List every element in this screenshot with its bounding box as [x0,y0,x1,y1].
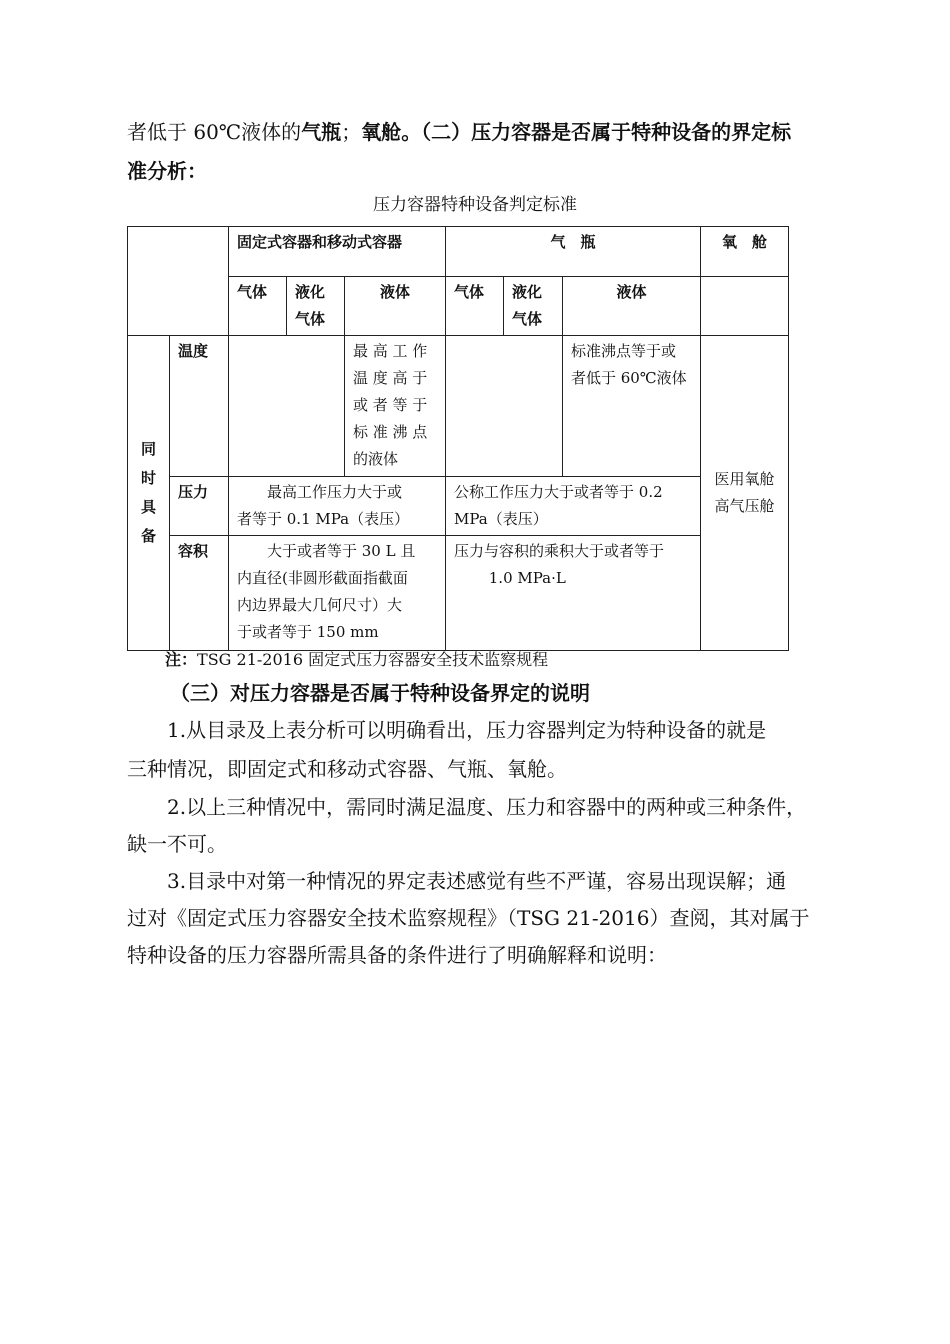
sub-gas-fixed: 气体 [229,277,287,336]
sub-liquefied-cylinder: 液化 气体 [504,277,563,336]
table-caption: 压力容器特种设备判定标准 [373,195,577,215]
volume-fixed: 大于或者等于 30 L 且 内直径(非圆形截面指截面 内边界最大几何尺寸）大 于或者等于 150 mm [229,536,446,651]
pressure-cylinder: 公称工作压力大于或者等于 0.2 MPa（表压） [446,477,701,536]
intro-section2-heading: 。（二）压力容器是否属于特种设备的界定标 [401,120,792,144]
sub-chamber-empty [701,277,789,336]
header-cylinder: 气 瓶 [446,227,701,277]
sub-liquid-cylinder: 液体 [563,277,701,336]
sub-liquefied-fixed: 液化 气体 [287,277,345,336]
para3-line1: 3.目录中对第一种情况的界定表述感觉有些不严谨，容易出现误解；通 [127,869,787,893]
header-fixed-mobile: 固定式容器和移动式容器 [229,227,446,277]
intro-text: 者低于 60℃液体的 [127,120,302,144]
corner-cell [128,227,229,336]
intro-chamber: 氧舱 [361,120,402,144]
section3-heading: （三）对压力容器是否属于特种设备界定的说明 [170,681,590,705]
header-oxygen-chamber: 氧 舱 [701,227,789,277]
temp-cylinder-gas-empty [446,336,563,477]
criteria-table [127,226,789,651]
para2-line1: 2.以上三种情况中，需同时满足温度、压力和容器中的两种或三种条件， [127,795,807,819]
intro-sep: ； [341,120,362,144]
row-label-temperature: 温度 [170,336,229,477]
volume-cylinder: 压力与容积的乘积大于或者等于 1.0 MPa·L [446,536,701,651]
row-label-volume: 容积 [170,536,229,651]
oxygen-chamber-types: 医用氧舱 高气压舱 [701,336,789,651]
para1-line1: 1.从目录及上表分析可以明确看出，压力容器判定为特种设备的就是 [127,718,767,742]
table-note [165,647,548,673]
sub-gas-cylinder: 气体 [446,277,504,336]
intro-line-1 [127,117,791,147]
temp-fixed-gas-empty [229,336,345,477]
para3-line3: 特种设备的压力容器所需具备的条件进行了明确解释和说明： [127,943,667,967]
para2-line2: 缺一不可。 [127,832,227,856]
sub-liquid-fixed: 液体 [345,277,446,336]
para3-line2: 过对《固定式压力容器安全技术监察规程》（TSG 21-2016）查阅，其对属于 [127,906,810,930]
note-label: 注： [165,650,198,669]
pressure-fixed: 最高工作压力大于或 者等于 0.1 MPa（表压） [229,477,446,536]
temp-fixed-liquid: 最 高 工 作 温 度 高 于 或 者 等 于 标 准 沸 点 的液体 [345,336,446,477]
para1-line2: 三种情况，即固定式和移动式容器、气瓶、氧舱。 [127,757,567,781]
row-label-pressure: 压力 [170,477,229,536]
intro-cylinder: 气瓶 [301,120,342,144]
temp-cylinder-liquid: 标准沸点等于或 者低于 60℃液体 [563,336,701,477]
note-text: TSG 21-2016 固定式压力容器安全技术监察规程 [197,650,549,669]
row-group-label: 同 时 具 备 [128,336,170,651]
intro-line-2: 准分析： [127,159,207,183]
